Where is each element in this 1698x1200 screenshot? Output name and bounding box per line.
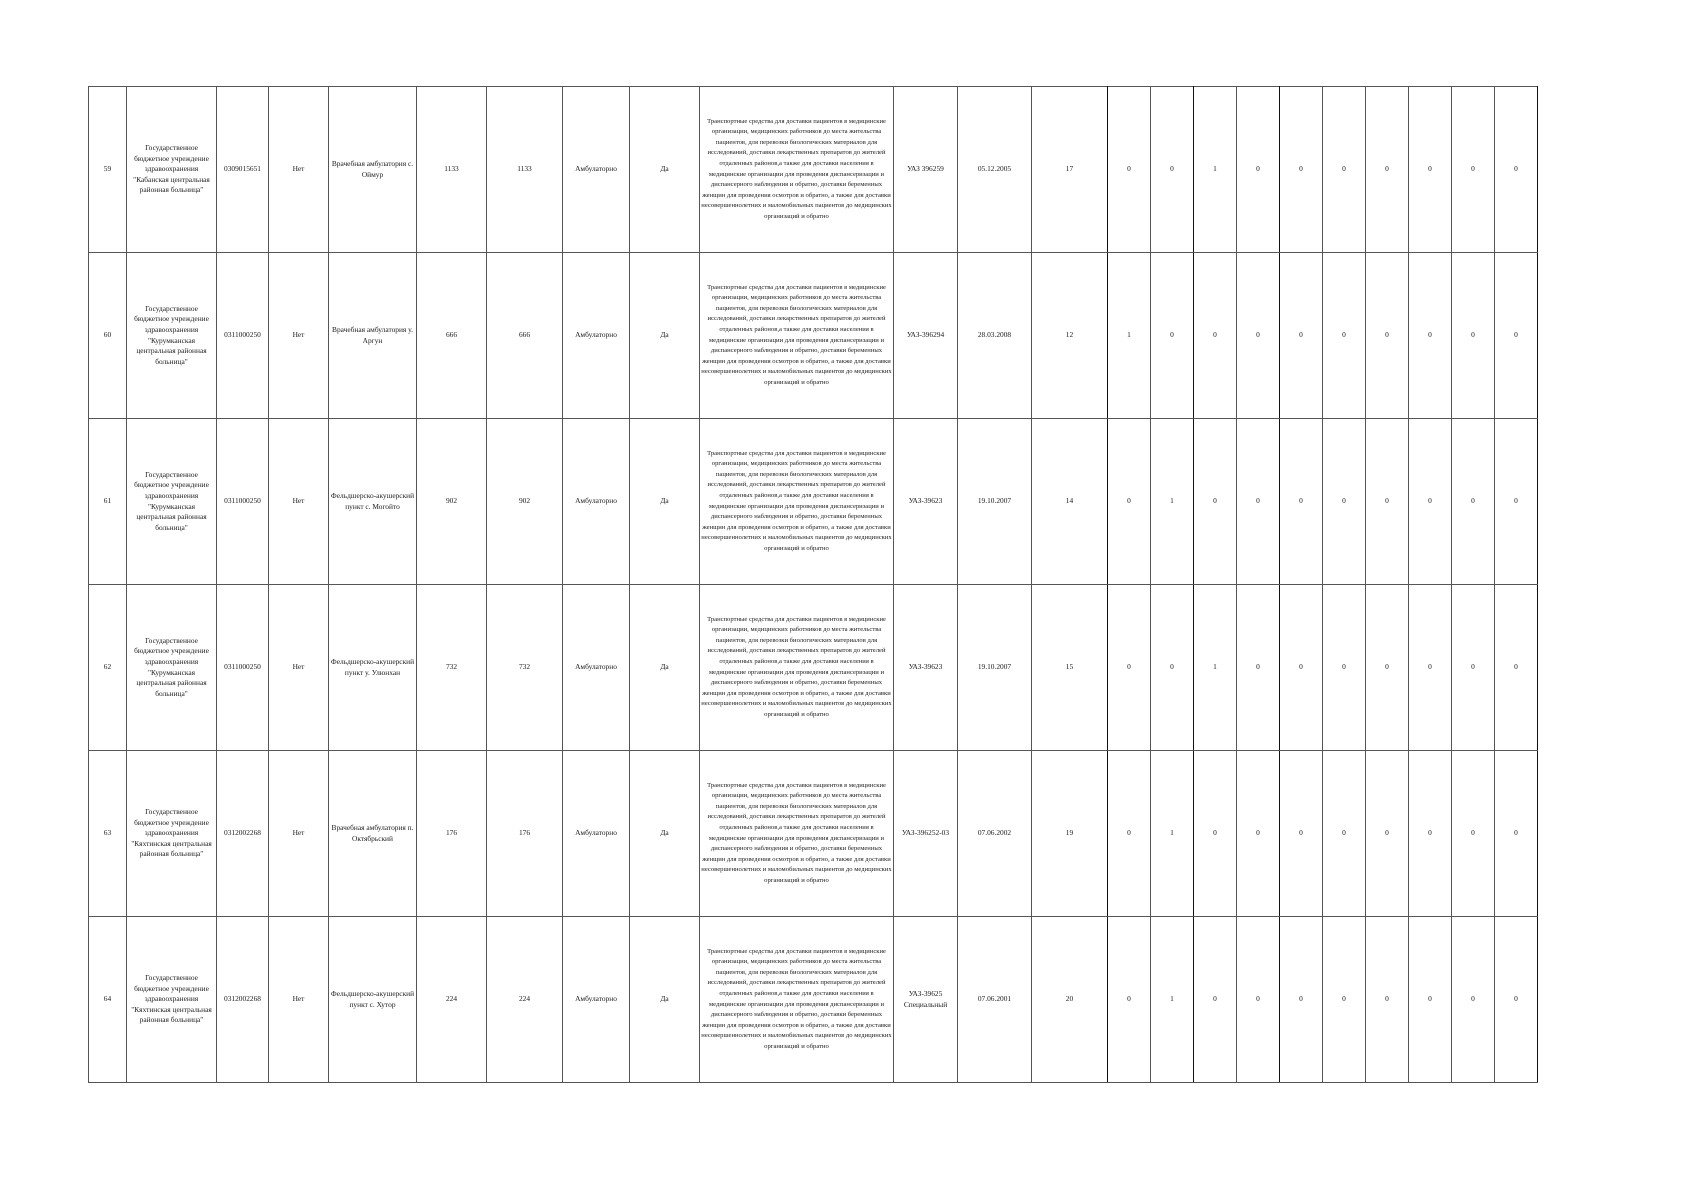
count-cell: 0 — [1237, 917, 1280, 1083]
count-cell: 0 — [1237, 585, 1280, 751]
count-cell: 0 — [1151, 585, 1194, 751]
population-value: 224 — [417, 917, 487, 1083]
vehicle-purpose: Транспортные средства для доставки пациентов в медицинские организации, медицинских работников до места жительства пациентов, для перевозки биологических материалов для исследований, доставки лекарственных препаратов до жителей отдаленных районов,а также для доставки населения в медицинские организации для проведения диспансеризации и диспансерного наблюдения и обратно, доставки беременных женщин для проведения осмотров и обратно, а также для доставки несовершеннолетних и маломобильных пациентов до медицинских организаций и обратно — [700, 253, 894, 419]
manufacture-date: 07.06.2001 — [958, 917, 1032, 1083]
count-cell: 0 — [1452, 253, 1495, 419]
organization-name: Государственное бюджетное учреждение здравоохранения "Курумканская центральная районная больница" — [127, 585, 217, 751]
vehicle-age: 14 — [1032, 419, 1108, 585]
count-cell: 1 — [1151, 419, 1194, 585]
count-cell: 0 — [1194, 419, 1237, 585]
count-cell: 0 — [1280, 751, 1323, 917]
count-cell: 0 — [1323, 585, 1366, 751]
inn-code: 0311000250 — [217, 585, 269, 751]
count-cell: 0 — [1237, 419, 1280, 585]
flag-value: Нет — [269, 419, 329, 585]
unit-name: Врачебная амбулатория с. Оймур — [329, 87, 417, 253]
inn-code: 0311000250 — [217, 253, 269, 419]
count-cell: 0 — [1323, 751, 1366, 917]
yes-value: Да — [630, 917, 700, 1083]
count-cell: 0 — [1323, 917, 1366, 1083]
count-cell: 0 — [1280, 253, 1323, 419]
count-cell: 0 — [1237, 253, 1280, 419]
count-cell: 0 — [1409, 87, 1452, 253]
count-cell: 0 — [1452, 917, 1495, 1083]
table-row — [89, 253, 1538, 419]
population-served-value: 176 — [487, 751, 563, 917]
count-cell: 0 — [1194, 253, 1237, 419]
count-cell: 0 — [1366, 419, 1409, 585]
care-type: Амбулаторно — [563, 419, 630, 585]
vehicle-age: 17 — [1032, 87, 1108, 253]
care-type: Амбулаторно — [563, 87, 630, 253]
count-cell: 0 — [1366, 87, 1409, 253]
organization-name: Государственное бюджетное учреждение здравоохранения "Курумканская центральная районная больница" — [127, 253, 217, 419]
yes-value: Да — [630, 751, 700, 917]
row-number: 59 — [89, 87, 127, 253]
vehicle-model: УАЗ 396259 — [894, 87, 958, 253]
vehicle-age: 19 — [1032, 751, 1108, 917]
vehicle-purpose: Транспортные средства для доставки пациентов в медицинские организации, медицинских работников до места жительства пациентов, для перевозки биологических материалов для исследований, доставки лекарственных препаратов до жителей отдаленных районов,а также для доставки населения в медицинские организации для проведения диспансеризации и диспансерного наблюдения и обратно, доставки беременных женщин для проведения осмотров и обратно, а также для доставки несовершеннолетних и маломобильных пациентов до медицинских организаций и обратно — [700, 751, 894, 917]
count-cell: 0 — [1108, 751, 1151, 917]
yes-value: Да — [630, 87, 700, 253]
count-cell: 0 — [1151, 87, 1194, 253]
count-cell: 0 — [1452, 751, 1495, 917]
population-served-value: 732 — [487, 585, 563, 751]
flag-value: Нет — [269, 253, 329, 419]
vehicle-age: 15 — [1032, 585, 1108, 751]
count-cell: 1 — [1151, 751, 1194, 917]
row-number: 61 — [89, 419, 127, 585]
count-cell: 0 — [1495, 87, 1538, 253]
unit-name: Фельдшерско-акушерский пункт с. Хутор — [329, 917, 417, 1083]
count-cell: 0 — [1194, 917, 1237, 1083]
manufacture-date: 05.12.2005 — [958, 87, 1032, 253]
unit-name: Фельдшерско-акушерский пункт у. Улюнхан — [329, 585, 417, 751]
vehicle-age: 20 — [1032, 917, 1108, 1083]
count-cell: 0 — [1452, 87, 1495, 253]
table-row — [89, 87, 1538, 253]
count-cell: 0 — [1280, 419, 1323, 585]
count-cell: 0 — [1452, 585, 1495, 751]
vehicle-model: УАЗ-39625 Специальный — [894, 917, 958, 1083]
care-type: Амбулаторно — [563, 253, 630, 419]
count-cell: 0 — [1323, 87, 1366, 253]
vehicle-model: УАЗ-39623 — [894, 419, 958, 585]
population-value: 666 — [417, 253, 487, 419]
flag-value: Нет — [269, 917, 329, 1083]
count-cell: 0 — [1495, 917, 1538, 1083]
yes-value: Да — [630, 585, 700, 751]
inn-code: 0312002268 — [217, 917, 269, 1083]
count-cell: 0 — [1151, 253, 1194, 419]
count-cell: 1 — [1108, 253, 1151, 419]
count-cell: 0 — [1108, 87, 1151, 253]
count-cell: 0 — [1366, 751, 1409, 917]
inn-code: 0312002268 — [217, 751, 269, 917]
population-value: 1133 — [417, 87, 487, 253]
count-cell: 0 — [1495, 585, 1538, 751]
vehicle-purpose: Транспортные средства для доставки пациентов в медицинские организации, медицинских работников до места жительства пациентов, для перевозки биологических материалов для исследований, доставки лекарственных препаратов до жителей отдаленных районов,а также для доставки населения в медицинские организации для проведения диспансеризации и диспансерного наблюдения и обратно, доставки беременных женщин для проведения осмотров и обратно, а также для доставки несовершеннолетних и маломобильных пациентов до медицинских организаций и обратно — [700, 585, 894, 751]
organization-name: Государственное бюджетное учреждение здравоохранения "Кабанская центральная районная больница" — [127, 87, 217, 253]
table-row — [89, 751, 1538, 917]
count-cell: 0 — [1495, 419, 1538, 585]
population-served-value: 1133 — [487, 87, 563, 253]
care-type: Амбулаторно — [563, 917, 630, 1083]
vehicle-model: УАЗ-396252-03 — [894, 751, 958, 917]
vehicle-model: УАЗ-39623 — [894, 585, 958, 751]
count-cell: 0 — [1366, 253, 1409, 419]
unit-name: Врачебная амбулатория п. Октябрьский — [329, 751, 417, 917]
count-cell: 1 — [1194, 87, 1237, 253]
yes-value: Да — [630, 253, 700, 419]
row-number: 62 — [89, 585, 127, 751]
manufacture-date: 07.06.2002 — [958, 751, 1032, 917]
flag-value: Нет — [269, 585, 329, 751]
vehicle-purpose: Транспортные средства для доставки пациентов в медицинские организации, медицинских работников до места жительства пациентов, для перевозки биологических материалов для исследований, доставки лекарственных препаратов до жителей отдаленных районов,а также для доставки населения в медицинские организации для проведения диспансеризации и диспансерного наблюдения и обратно, доставки беременных женщин для проведения осмотров и обратно, а также для доставки несовершеннолетних и маломобильных пациентов до медицинских организаций и обратно — [700, 419, 894, 585]
flag-value: Нет — [269, 87, 329, 253]
count-cell: 0 — [1108, 917, 1151, 1083]
organization-name: Государственное бюджетное учреждение здравоохранения "Кяхтинская центральная районная больница" — [127, 917, 217, 1083]
population-served-value: 666 — [487, 253, 563, 419]
table-row — [89, 419, 1538, 585]
row-number: 63 — [89, 751, 127, 917]
count-cell: 0 — [1366, 917, 1409, 1083]
count-cell: 0 — [1323, 253, 1366, 419]
count-cell: 0 — [1280, 585, 1323, 751]
organization-name: Государственное бюджетное учреждение здравоохранения "Курумканская центральная районная больница" — [127, 419, 217, 585]
unit-name: Врачебная амбулатория у. Аргун — [329, 253, 417, 419]
population-value: 902 — [417, 419, 487, 585]
count-cell: 0 — [1495, 253, 1538, 419]
vehicle-model: УАЗ-396294 — [894, 253, 958, 419]
population-served-value: 224 — [487, 917, 563, 1083]
care-type: Амбулаторно — [563, 751, 630, 917]
count-cell: 0 — [1237, 87, 1280, 253]
count-cell: 0 — [1409, 917, 1452, 1083]
count-cell: 0 — [1409, 419, 1452, 585]
flag-value: Нет — [269, 751, 329, 917]
count-cell: 0 — [1108, 419, 1151, 585]
vehicle-purpose: Транспортные средства для доставки пациентов в медицинские организации, медицинских работников до места жительства пациентов, для перевозки биологических материалов для исследований, доставки лекарственных препаратов до жителей отдаленных районов,а также для доставки населения в медицинские организации для проведения диспансеризации и диспансерного наблюдения и обратно, доставки беременных женщин для проведения осмотров и обратно, а также для доставки несовершеннолетних и маломобильных пациентов до медицинских организаций и обратно — [700, 917, 894, 1083]
population-value: 732 — [417, 585, 487, 751]
table-row — [89, 917, 1538, 1083]
population-served-value: 902 — [487, 419, 563, 585]
manufacture-date: 19.10.2007 — [958, 585, 1032, 751]
count-cell: 0 — [1237, 751, 1280, 917]
count-cell: 0 — [1194, 751, 1237, 917]
inn-code: 0311000250 — [217, 419, 269, 585]
manufacture-date: 28.03.2008 — [958, 253, 1032, 419]
count-cell: 0 — [1409, 253, 1452, 419]
count-cell: 0 — [1409, 751, 1452, 917]
count-cell: 0 — [1323, 419, 1366, 585]
count-cell: 0 — [1280, 87, 1323, 253]
inn-code: 0309015651 — [217, 87, 269, 253]
unit-name: Фельдшерско-акушерский пункт с. Могойто — [329, 419, 417, 585]
table-row — [89, 585, 1538, 751]
count-cell: 1 — [1194, 585, 1237, 751]
organization-name: Государственное бюджетное учреждение здравоохранения "Кяхтинская центральная районная больница" — [127, 751, 217, 917]
count-cell: 0 — [1280, 917, 1323, 1083]
manufacture-date: 19.10.2007 — [958, 419, 1032, 585]
vehicles-table — [88, 86, 1538, 1083]
count-cell: 0 — [1108, 585, 1151, 751]
population-value: 176 — [417, 751, 487, 917]
row-number: 60 — [89, 253, 127, 419]
care-type: Амбулаторно — [563, 585, 630, 751]
count-cell: 0 — [1452, 419, 1495, 585]
count-cell: 0 — [1409, 585, 1452, 751]
count-cell: 1 — [1151, 917, 1194, 1083]
vehicle-purpose: Транспортные средства для доставки пациентов в медицинские организации, медицинских работников до места жительства пациентов, для перевозки биологических материалов для исследований, доставки лекарственных препаратов до жителей отдаленных районов,а также для доставки населения в медицинские организации для проведения диспансеризации и диспансерного наблюдения и обратно, доставки беременных женщин для проведения осмотров и обратно, а также для доставки несовершеннолетних и маломобильных пациентов до медицинских организаций и обратно — [700, 87, 894, 253]
count-cell: 0 — [1366, 585, 1409, 751]
count-cell: 0 — [1495, 751, 1538, 917]
yes-value: Да — [630, 419, 700, 585]
row-number: 64 — [89, 917, 127, 1083]
vehicle-age: 12 — [1032, 253, 1108, 419]
